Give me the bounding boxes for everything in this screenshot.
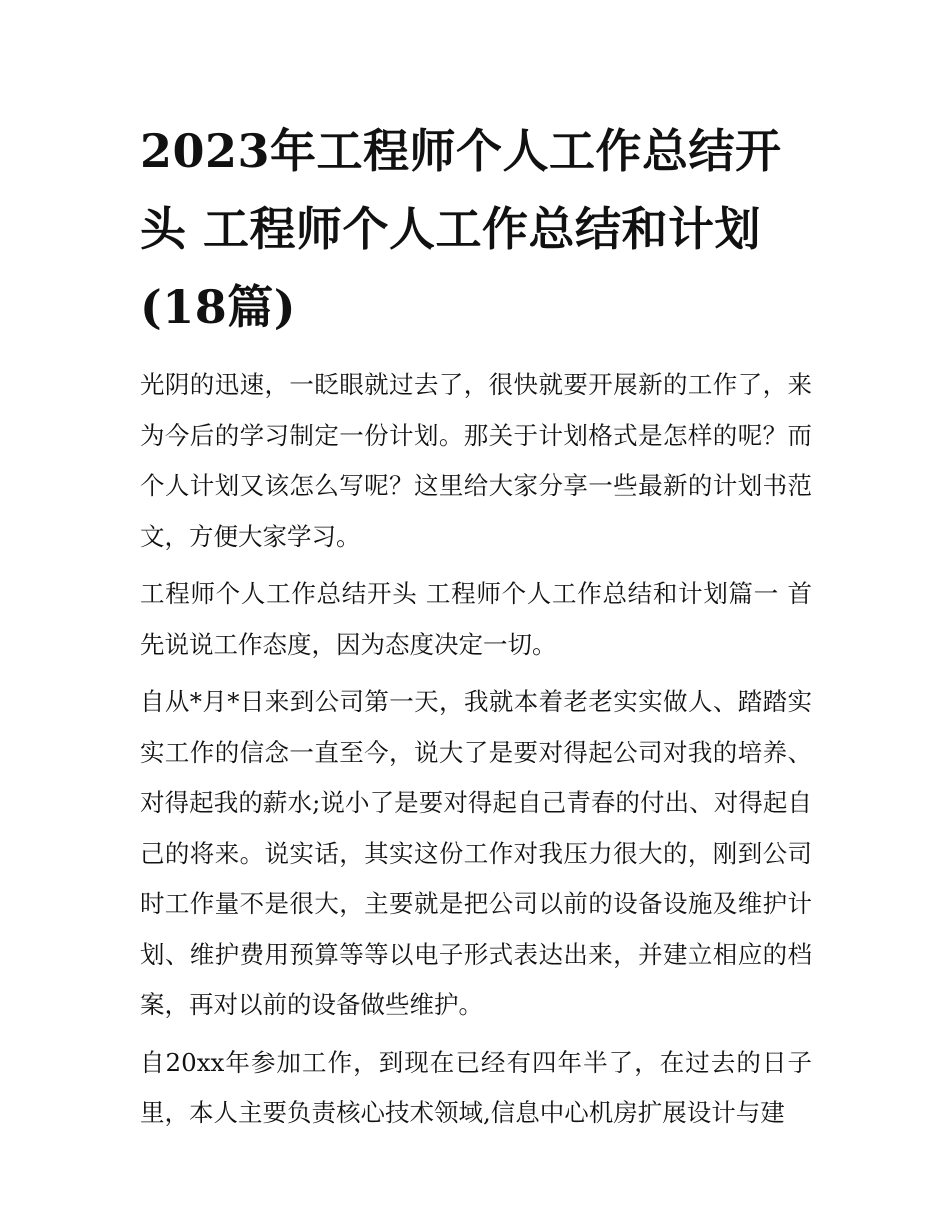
document-title: 2023年工程师个人工作总结开头 工程师个人工作总结和计划(18篇)	[140, 124, 782, 334]
paragraph-work-history: 自20xx年参加工作，到现在已经有四年半了，在过去的日子里，本人主要负责核心技术领域,信息中心机房扩展设计与建	[140, 1047, 812, 1127]
paragraph-intro: 光阴的迅速，一眨眼就过去了，很快就要开展新的工作了，来为今后的学习制定一份计划。那关于计划格式是怎样的呢？而个人计划又该怎么写呢？这里给大家分享一些最新的计划书范文，方便大家学习。	[140, 370, 812, 551]
paragraph-work-attitude: 自从*月*日来到公司第一天，我就本着老老实实做人、踏踏实实工作的信念一直至今，说大了是要对得起公司对我的培养、对得起我的薪水;说小了是要对得起自己青春的付出、对得起自己的将来。说实话，其实这份工作对我压力很大的，刚到公司时工作量不是很大，主要就是把公司以前的设备设施及维护计划、维护费用预算等等以电子形式表达出来，并建立相应的档案，再对以前的设备做些维护。	[140, 687, 812, 1019]
document-page	[140, 112, 812, 1146]
paragraph-section-heading: 工程师个人工作总结开头 工程师个人工作总结和计划篇一 首先说说工作态度，因为态度决定一切。	[140, 579, 812, 659]
